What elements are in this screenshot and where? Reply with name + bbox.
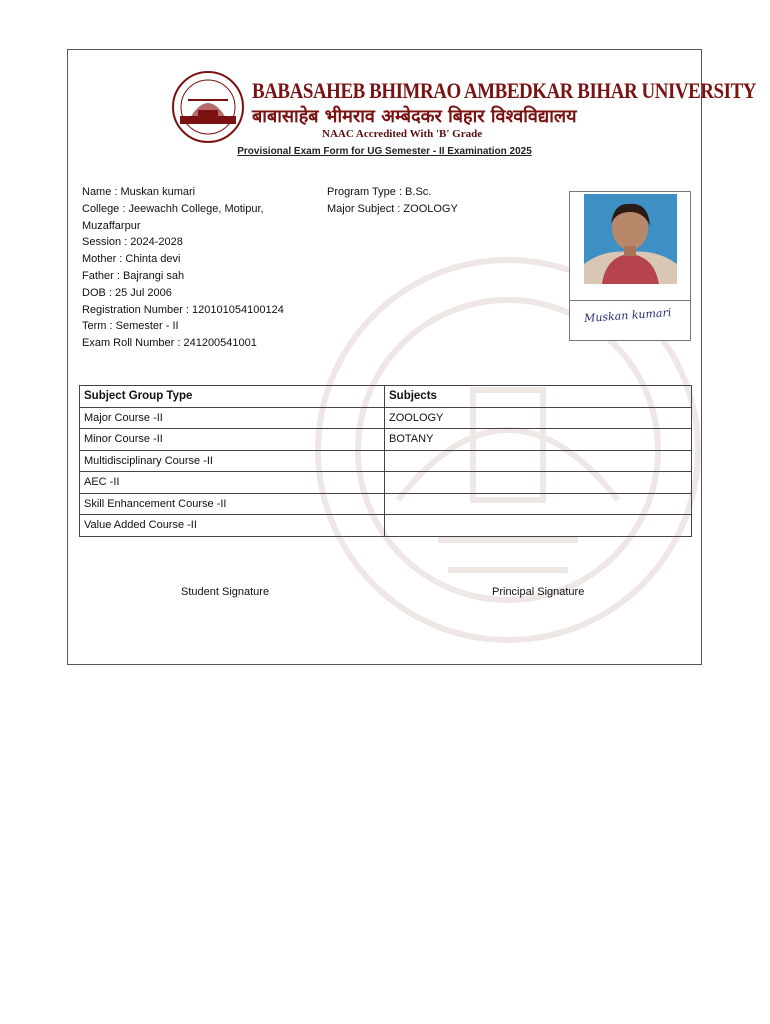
subject-cell: BOTANY bbox=[385, 429, 692, 451]
subject-cell bbox=[385, 472, 692, 494]
column-header: Subject Group Type bbox=[80, 386, 385, 408]
subject-cell bbox=[385, 515, 692, 537]
column-header: Subjects bbox=[385, 386, 692, 408]
student-name: Name : Muskan kumari bbox=[82, 186, 196, 198]
student-details bbox=[82, 184, 292, 352]
program-details bbox=[327, 184, 547, 218]
date-of-birth: DOB : 25 Jul 2006 bbox=[82, 286, 172, 299]
mother-name: Mother : Chinta devi bbox=[82, 253, 181, 266]
exam-form bbox=[67, 49, 757, 665]
table-header-row bbox=[80, 386, 692, 408]
subject-group-cell: Skill Enhancement Course -II bbox=[80, 493, 385, 515]
photo-box bbox=[569, 191, 691, 341]
subject-cell: ZOOLOGY bbox=[385, 407, 692, 429]
form-title: Provisional Exam Form for UG Semester - II Examination 2025 bbox=[237, 146, 532, 157]
subject-group-cell: Value Added Course -II bbox=[80, 515, 385, 537]
program-type: Program Type : B.Sc. bbox=[327, 186, 432, 198]
subject-cell bbox=[385, 493, 692, 515]
university-name-hindi: बाबासाहेब भीमराव अम्बेदकर बिहार विश्वविद्यालय bbox=[252, 106, 577, 127]
father-name: Father : Bajrangi sah bbox=[82, 269, 185, 282]
university-name-english: BABASAHEB BHIMRAO AMBEDKAR BIHAR UNIVERSITY bbox=[252, 78, 757, 103]
registration-number: Registration Number : 120101054100124 bbox=[82, 303, 284, 316]
session: Session : 2024-2028 bbox=[82, 236, 183, 249]
college: College : Jeewachh College, Motipur, Muzaffarpur bbox=[82, 202, 264, 232]
table-row bbox=[80, 472, 692, 494]
subject-group-cell: Major Course -II bbox=[80, 407, 385, 429]
subject-group-cell: Minor Course -II bbox=[80, 429, 385, 451]
table-row bbox=[80, 450, 692, 472]
major-subject: Major Subject : ZOOLOGY bbox=[327, 202, 458, 215]
table-row bbox=[80, 493, 692, 515]
student-signature-image: Muskan kumari bbox=[583, 305, 672, 326]
table-row bbox=[80, 515, 692, 537]
subjects-table bbox=[79, 385, 692, 537]
naac-grade: NAAC Accredited With 'B' Grade bbox=[322, 128, 483, 140]
table-row bbox=[80, 407, 692, 429]
university-seal-icon bbox=[168, 70, 248, 145]
student-photo bbox=[584, 194, 677, 284]
photo-divider bbox=[570, 300, 690, 301]
term: Term : Semester - II bbox=[82, 320, 179, 333]
subject-group-cell: Multidisciplinary Course -II bbox=[80, 450, 385, 472]
student-signature-label: Student Signature bbox=[181, 586, 270, 598]
subject-group-cell: AEC -II bbox=[80, 472, 385, 494]
principal-signature-label: Principal Signature bbox=[492, 586, 585, 598]
university-header bbox=[168, 70, 757, 145]
exam-roll-number: Exam Roll Number : 241200541001 bbox=[82, 337, 257, 350]
subject-cell bbox=[385, 450, 692, 472]
table-row bbox=[80, 429, 692, 451]
